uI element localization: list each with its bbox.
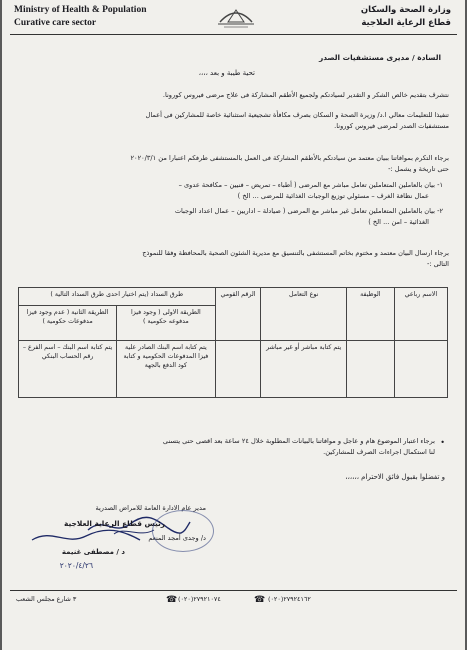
paragraph-submit-line2: التالى :- [426,260,449,268]
column-header-name: الاسم رباعي [394,288,447,341]
signatory-right-title: رئيس قطاع الرعاية العلاجية [64,519,165,528]
footer-divider [10,590,457,591]
ministry-logo-icon [214,2,258,30]
table-cell-type: يتم كتابة مباشر أو غير مباشر [261,341,347,398]
paragraph-request-line1: برجاء التكرم بموافاتنا ببيان معتمد من سيادتكم بالأطقم المشاركة فى العمل بالمستشفى طرفكم اعتبارا من ٢٠٢٠/٣/١ [130,154,449,162]
footer-phone-2: (٠٢٠)٢٧٩٢٤١٦٢ [268,595,311,603]
greeting: تحية طيبة و بعد ،،،، [198,69,255,77]
list-item-1-line1: ١- بيان بالعاملين المتعاملين تعامل مباشر مع المرضى ( أطباء – تمريض – فنيين – مكافحة عدوى – [178,181,443,189]
closing-line: و تفضلوا بقبول فائق الاحترام ،،،،،، [345,473,445,481]
signature-right [26,526,146,548]
sector-name-en: Curative care sector [14,18,97,28]
table-cell-job [346,341,394,398]
paragraph-instructions-line1: تنفيذا للتعليمات معالي ا.د/ وزيرة الصحة و السكان بصرف مكافأة تشجيعية استثنائية خاصة للمشاركين فى أعمال [145,111,449,119]
addressee: السادة / مديرى مستشفيات الصدر [318,53,441,62]
nomination-form-table [18,287,448,398]
column-header-job: الوظيفة [346,288,394,341]
signatory-right-name: د / مصطفى غنيمة [61,548,125,556]
ministry-name-ar: وزارة الصحة والسكان [360,5,451,15]
official-stamp-icon [152,510,214,552]
table-cell-method-1: يتم كتابة اسم البنك الصادر علية فيزا المدفوعات الحكومية و كتابة كود الدفع بالجهة [117,341,215,398]
paragraph-request-line2: حتى تاريخة و يشمل :- [388,165,449,173]
list-item-2-line2: الغذائية – امن ... الخ ) [368,218,429,226]
ministry-header-en [14,4,146,30]
sector-name-ar: قطاع الرعاية العلاجية [361,18,451,28]
ministry-name-en: Ministry of Health & Population [14,5,147,15]
column-header-method-1: الطريقة الاولى ( وجود فيزا مدفوعه حكومية ) [117,306,215,341]
header-divider [10,34,457,35]
table-cell-national-id [215,341,261,398]
paragraph-instructions-line2: مستشفيات الصدر لمرضى فيروس كورونا. [334,122,449,130]
phone-icon: ☎ [166,595,178,605]
column-header-type: نوع التعامل [261,288,347,341]
list-item-2-line1: ٢- بيان بالعاملين المتعاملين تعامل غير مباشر مع المرضى ( صيادلة – اداريين – عمال اعداد الوجبات [174,207,443,215]
bullet-icon: • [440,438,445,447]
handwritten-date: ٢٠٢٠/٤/٢٦ [59,561,93,570]
note-urgent-line2: لنا استكمال اجراءات الصرف للمشاركين. [323,448,435,456]
table-cell-method-2: يتم كتابة اسم البنك – اسم الفرع – رقم الحساب البنكي [19,341,117,398]
footer-phone-1: (٠٢٠)٢٧٩٢١٠٧٤ [178,595,221,603]
column-header-national-id: الرقم القومي [215,288,261,341]
signatory-left-title: مدير عام الادارة العامة للامراض الصدرية [95,504,206,512]
signatory-left-name: د/ وجدى أمجد المنعم [148,534,206,542]
table-cell-name [394,341,447,398]
document-page [2,0,465,650]
paragraph-submit-line1: برجاء ارسال البيان معتمد و مختوم بخاتم المستشفى بالتنسيق مع مديرية الشئون الصحية بالمحافظة وفقا للنموذج [142,249,449,257]
note-urgent-line1: برجاء اعتبار الموضوع هام و عاجل و موافاتنا بالبيانات المطلوبة خلال ٢٤ ساعة بعد اقصى حتى يتسنى [162,437,435,445]
paragraph-thanks: نتشرف بتقديم خالص الشكر و التقدير لسيادتكم ولجميع الأطقم المشاركة فى علاج مرضى فيروس كورونا. [162,91,449,99]
list-item-1-line2: عمال نظافة الغرف – مسئولي توزيع الوجبات الغذائية للمرضى ... الخ ) [237,192,429,200]
column-header-payment-methods: طرق السداد (يتم اختيار احدى طرق السداد التالية ) [19,288,216,306]
fax-icon: ☎ [254,595,266,605]
column-header-method-2: الطريقة الثانية ( عدم وجود فيزا مدفوعات حكومية ) [19,306,117,341]
footer-address: ٣ شارع مجلس الشعب [16,595,77,603]
ministry-header-ar [361,4,451,30]
